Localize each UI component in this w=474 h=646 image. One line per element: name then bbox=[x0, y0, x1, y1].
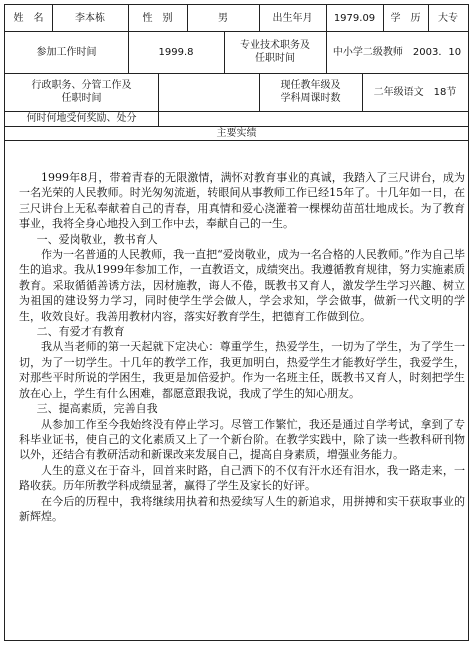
gender-value: 男 bbox=[218, 12, 228, 24]
birth-label: 出生年月 bbox=[272, 12, 313, 24]
title-label-line2: 任职时间 bbox=[255, 53, 295, 64]
awards-value bbox=[158, 111, 468, 126]
teaching-label-line2: 学科周课时数 bbox=[280, 93, 341, 104]
admin-label-line2: 任职时间 bbox=[61, 93, 102, 104]
paragraph-dedication: 作为一名普通的人民教师，我一直把“爱岗敬业，成为一名合格的人民教师。”作为自己毕生的追求。我从1999年参加工作，一直教语文，成绩突出。我遵循教育规律，努力实施素质教育。采取循循善诱方法，因材施教，诲人不倦，既教书又育人，激发学生学习兴趣、树立为祖国的建设努力学习，同时使学生学会做人，学会求知，学会做事，做新一代文明的学生，收效良好。我善用教材内容，落实好教育学生，把德育工作做到位。 bbox=[19, 248, 465, 323]
work-start-value: 1999.8 bbox=[158, 46, 194, 58]
paragraph-future: 在今后的历程中，我将继续用执着和热爱续写人生的新追求，用拼搏和实干获取事业的新辉煌。 bbox=[19, 494, 465, 523]
name-value: 李本栋 bbox=[75, 12, 105, 24]
gender-label: 性 别 bbox=[142, 12, 173, 24]
admin-label-line1: 行政职务、分管工作及 bbox=[31, 80, 132, 91]
education-value: 大专 bbox=[438, 12, 458, 24]
section-heading-1: 一、爱岗敬业，教书育人 bbox=[36, 232, 158, 246]
teaching-value: 二年级语文 18节 bbox=[373, 86, 457, 98]
admin-value bbox=[158, 73, 259, 111]
paragraph-love: 我从当老师的第一天起就下定决心：尊重学生，热爱学生，一切为了学生，为了学生一切，为了一切学生。十几年的教学工作，我更加明白，热爱学生才能教好学生，我爱学生，对那些平时所说的学困生，我更是加倍爱护。作为一名班主任，既教书又育人，时刻把学生放在心上，学生有什么困难，都愿意跟我说，我成了学生的知心朋友。 bbox=[19, 340, 465, 400]
section-heading-2: 二、有爱才有教育 bbox=[36, 325, 125, 339]
work-start-label: 参加工作时间 bbox=[36, 46, 97, 58]
name-label: 姓 名 bbox=[13, 12, 44, 24]
row-divider bbox=[5, 140, 468, 141]
paragraph-intro: 1999年8月，带着青春的无限激情，满怀对教育事业的真诚，我踏入了三尺讲台，成为一名光荣的人民教师。时光匆匆流逝，转眼间从事教师工作已经15年了。十几年如一日，在三尺讲台上无私奉献着自己的青春，用真情和爱心浇灌着一棵棵幼苗茁壮地成长。为了教育事业，我将全身心地投入到工作中去，奉献自己的一生。 bbox=[19, 171, 465, 231]
resume-form bbox=[4, 4, 469, 641]
paragraph-meaning: 人生的意义在于奋斗，回首来时路，自己洒下的不仅有汗水还有泪水，我一路走来，一路收获。历年所教学科成绩显著，赢得了学生及家长的好评。 bbox=[19, 463, 465, 493]
achievements-body bbox=[19, 170, 465, 524]
birth-value: 1979.09 bbox=[333, 12, 376, 24]
section-heading-3: 三、提高素质，完善自我 bbox=[36, 402, 158, 416]
education-label: 学 历 bbox=[390, 12, 421, 24]
awards-label: 何时何地受何奖励、处分 bbox=[26, 113, 137, 124]
admin-label bbox=[5, 73, 158, 111]
title-label bbox=[224, 31, 326, 73]
title-value: 中小学二级教师 2003．10 bbox=[332, 46, 462, 58]
teaching-label-line1: 现任教年级及 bbox=[280, 80, 341, 91]
section-title: 主要实绩 bbox=[216, 127, 257, 139]
paragraph-study: 从参加工作至今我始终没有停止学习。尽管工作繁忙，我还是通过自学考试，拿到了专科毕业证书，使自己的文化素质又上了一个新台阶。在教学实践中，除了读一些教科研刊物以外，还结合有教研活动和新课改来发展自己，提高自身素质，增强业务能力。 bbox=[19, 417, 465, 462]
teaching-label bbox=[259, 73, 362, 111]
title-label-line1: 专业技术职务及 bbox=[240, 40, 310, 51]
